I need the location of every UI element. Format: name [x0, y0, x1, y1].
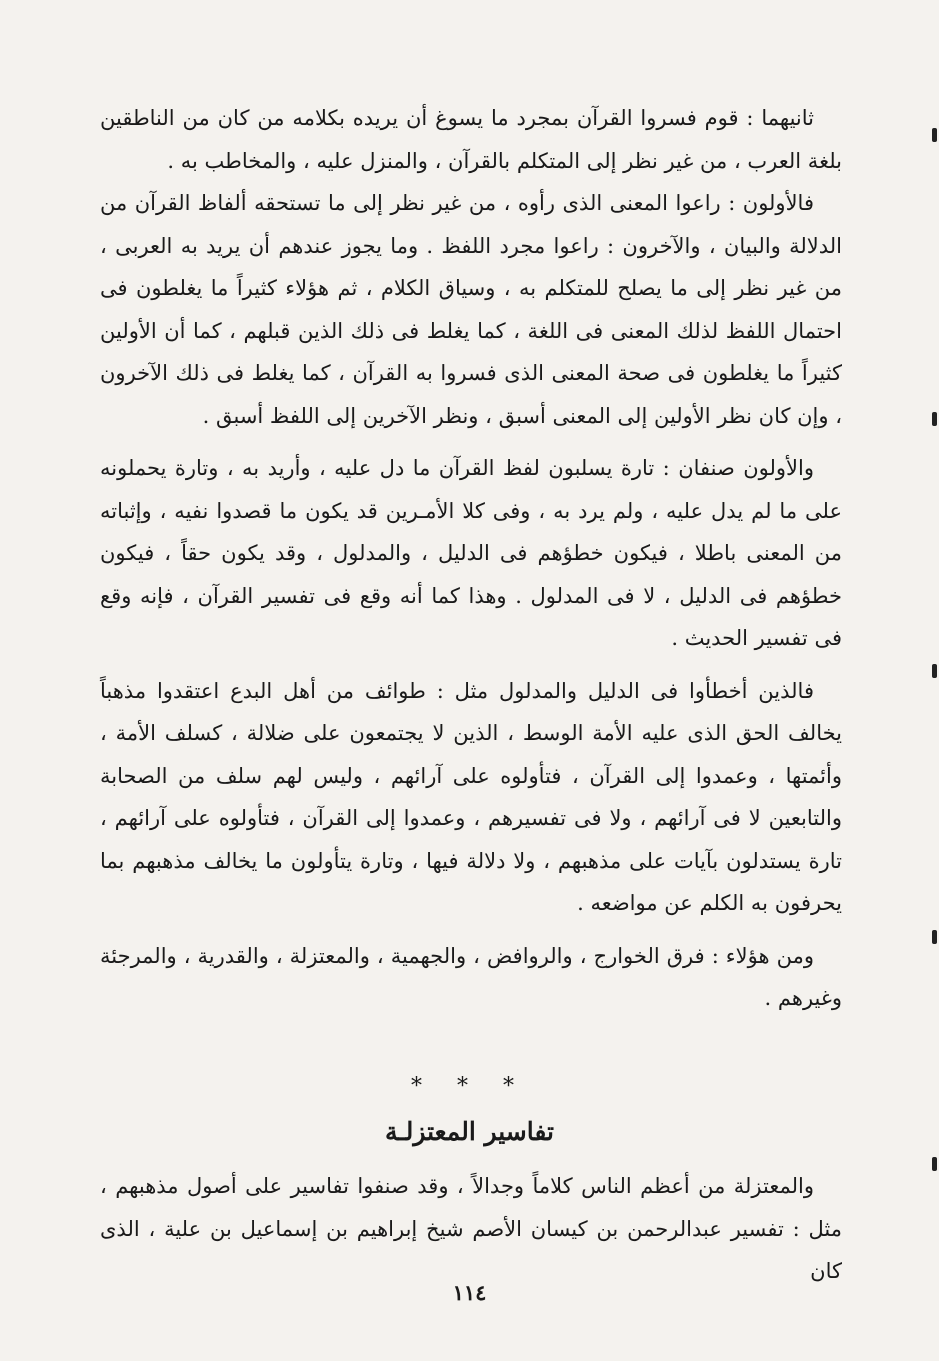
paragraph-2: فالأولون : راعوا المعنى الذى رأوه ، من غير نظر إلى ما تستحقه ألفاظ القرآن من الدلالة والبيان ، والآخرون : راعوا مجرد اللفظ . وما يجوز عندهم أن يريد به العربى ، من غير نظر إلى ما يصلح للمتكلم به ، وسياق الكلام ، ثم هؤلاء كثيراً ما يغلطون فى احتمال اللفظ لذلك المعنى فى اللغة ، كما يغلط فى ذلك الذين قبلهم ، كما أن الأولين كثيراً ما يغلطون فى صحة المعنى الذى فسروا به القرآن ، كما يغلط فى ذلك الآخرون ، وإن كان نظر الأولين إلى المعنى أسبق ، ونظر الآخرين إلى اللفظ أسبق . — [100, 191, 842, 428]
main-text — [100, 97, 842, 1020]
section-heading: تفاسير المعتزلـة — [385, 1117, 554, 1146]
paragraph-1: ثانيهما : قوم فسروا القرآن بمجرد ما يسوغ أن يريده بكلامه من كان من الناطقين بلغة العرب ، من غير نظر إلى المتكلم بالقرآن ، والمنزل عليه ، والمخاطب به . — [100, 106, 842, 173]
paragraph-6: والمعتزلة من أعظم الناس كلاماً وجدالاً ، وقد صنفوا تفاسير على أصول مذهبهم ، مثل : تفسير عبدالرحمن بن كيسان الأصم شيخ إبراهيم بن إسماعيل بن علية ، الذى كان — [100, 1174, 842, 1283]
binding-mark — [932, 412, 937, 426]
binding-mark — [932, 930, 937, 944]
binding-mark — [932, 664, 937, 678]
section-separator: * * * — [411, 1074, 528, 1099]
paragraph-5: ومن هؤلاء : فرق الخوارج ، والروافض ، والجهمية ، والمعتزلة ، والقدرية ، والمرجئة وغيرهم . — [100, 943, 842, 1010]
final-text — [100, 1165, 842, 1293]
paragraph-4: فالذين أخطأوا فى الدليل والمدلول مثل : طوائف من أهل البدع اعتقدوا مذهباً يخالف الحق الذى عليه الأمة الوسط ، الذين لا يجتمعون على ضلالة ، كسلف الأمة ، وأئمتها ، وعمدوا إلى القرآن ، فتأولوه على آرائهم ، وليس لهم سلف من الصحابة والتابعين لا فى آرائهم ، ولا فى تفسيرهم ، وعمدوا إلى القرآن ، فتأولوه على آرائهم ، تارة يستدلون بآيات على مذهبهم ، ولا دلالة فيها ، وتارة يتأولون ما يخالف مذهبهم بما يحرفون به الكلم عن مواضعه . — [100, 678, 842, 915]
binding-mark — [932, 1157, 937, 1171]
paragraph-3: والأولون صنفان : تارة يسلبون لفظ القرآن ما دل عليه ، وأريد به ، وتارة يحملونه على ما لم يدل عليه ، ولم يرد به ، وفى كلا الأمـرين قد يكون ما قصدوا نفيه ، وإثباته من المعنى باطلا ، فيكون خطؤهم فى الدليل ، والمدلول ، وقد يكون حقاً ، فيكون خطؤهم فى الدليل ، لا فى المدلول . وهذا كما أنه وقع فى تفسير القرآن ، فإنه وقع فى تفسير الحديث . — [100, 456, 842, 650]
binding-mark — [932, 128, 937, 142]
page-number: ١١٤ — [452, 1280, 487, 1305]
